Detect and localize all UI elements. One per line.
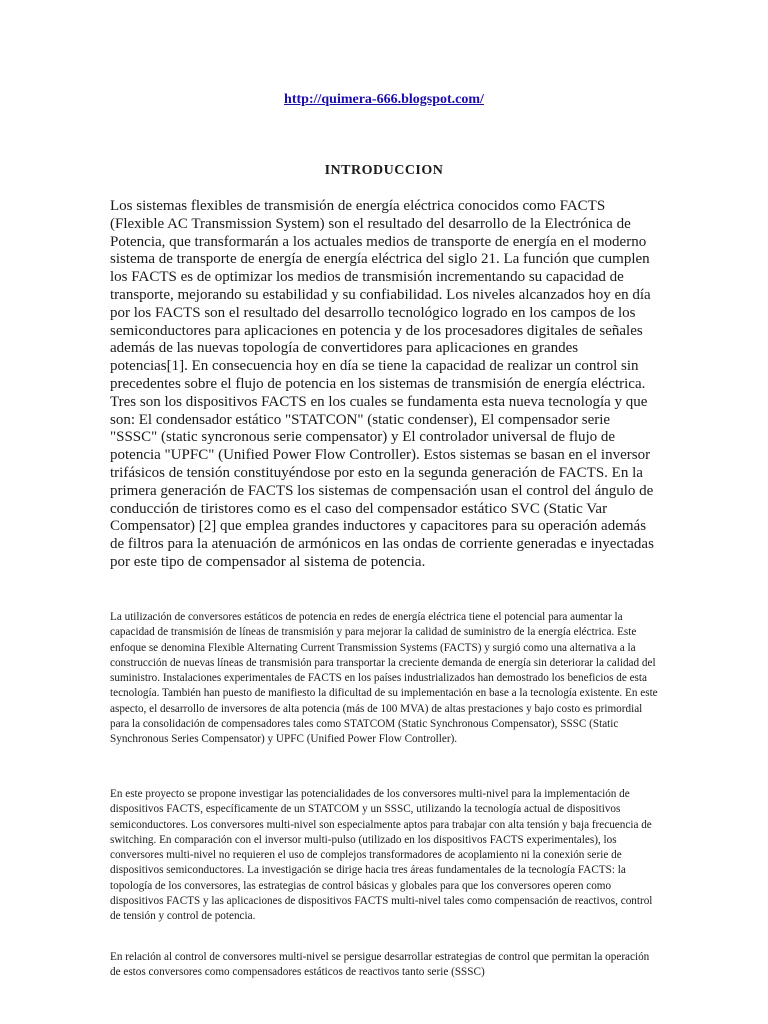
intro-paragraph: Los sistemas flexibles de transmisión de energía eléctrica conocidos como FACTS (Flexible AC Transmission System) son el resultado del desarrollo de la Electrónica de Potencia, que transformarán a los actuales medios de transporte de energía en el moderno sistema de transporte de energía de energía eléctrica del siglo 21. La función que cumplen los FACTS es de optimizar los medios de transmisión incrementando su capacidad de transporte, mejorando su estabilidad y su confiabilidad. Los niveles alcanzados hoy en día por los FACTS son el resultado del desarrollo tecnológico logrado en los campos de los semiconductores para aplicaciones en potencia y de los procesadores digitales de señales además de las nuevas topología de convertidores para aplicaciones en grandes potencias[1]. En consecuencia hoy en día se tiene la capacidad de realizar un control sin precedentes sobre el flujo de potencia en los sistemas de transmisión de energía eléctrica. Tres son los dispositivos FACTS en los cuales se fundamenta esta nueva tecnología y que son: El condensador estático "STATCON" (static condenser), El compensador serie "SSSC" (static syncronous serie compensator) y El controlador universal de flujo de potencia "UPFC" (Unified Power Flow Controller). Estos sistemas se basan en el inversor trifásicos de tensión constituyéndose por esto en la segunda generación de FACTS. En la primera generación de FACTS los sistemas de compensación usan el control del ángulo de conducción de tiristores como es el caso del compensador estático SVC (Static Var Compensator) [2] que emplea grandes inductores y capacitores para su operación además de filtros para la atenuación de armónicos en las ondas de corriente generadas e inyectadas por este tipo de compensador al sistema de potencia.: [110, 198, 654, 570]
body-paragraph-1: La utilización de conversores estáticos de potencia en redes de energía eléctrica tiene el potencial para aumentar la capacidad de transmisión de líneas de transmisión y para mejorar la calidad de suministro de la energía eléctrica. Este enfoque se denomina Flexible Alternating Current Transmission Systems (FACTS) y surgió como una alternativa a la construcción de nuevas líneas de transmisión para transportar la creciente demanda de energía sin deteriorar la calidad del suministro. Instalaciones experimentales de FACTS en los países industrializados han demostrado los beneficios de esta tecnología. También han puesto de manifiesto la dificultad de su implementación en base a la tecnología existente. En este aspecto, el desarrollo de inversores de alta potencia (más de 100 MVA) de altas prestaciones y bajo costo es primordial para la consolidación de compensadores tales como STATCOM (Static Synchronous Compensator), SSSC (Static Synchronous Series Compensator) y UPFC (Unified Power Flow Controller).: [110, 611, 658, 746]
blog-link[interactable]: http://quimera-666.blogspot.com/: [284, 92, 484, 107]
body-paragraph-2: En este proyecto se propone investigar las potencialidades de los conversores multi-nivel para la implementación de dispositivos FACTS, específicamente de un STATCOM y un SSSC, utilizando la tecnología actual de dispositivos semiconductores. Los conversores multi-nivel son especialmente aptos para trabajar con alta tensión y baja frecuencia de switching. En comparación con el inversor multi-pulso (utilizado en los dispositivos FACTS experimentales), los conversores multi-nivel no requieren el uso de complejos transformadores de acoplamiento ni la conexión serie de dispositivos semiconductores. La investigación se dirige hacia tres áreas fundamentales de la tecnología FACTS: la topología de los conversores, las estrategias de control básicas y globales para que los conversores operen como dispositivos FACTS y las aplicaciones de dispositivos FACTS multi-nivel tales como compensación de reactivos, control de tensión y control de potencia.: [110, 788, 653, 923]
section-title: INTRODUCCION: [324, 163, 444, 178]
body-paragraph-3: En relación al control de conversores multi-nivel se persigue desarrollar estrategias de control que permitan la operación de estos conversores como compensadores estáticos de reactivos tanto serie (SSSC): [110, 951, 650, 979]
